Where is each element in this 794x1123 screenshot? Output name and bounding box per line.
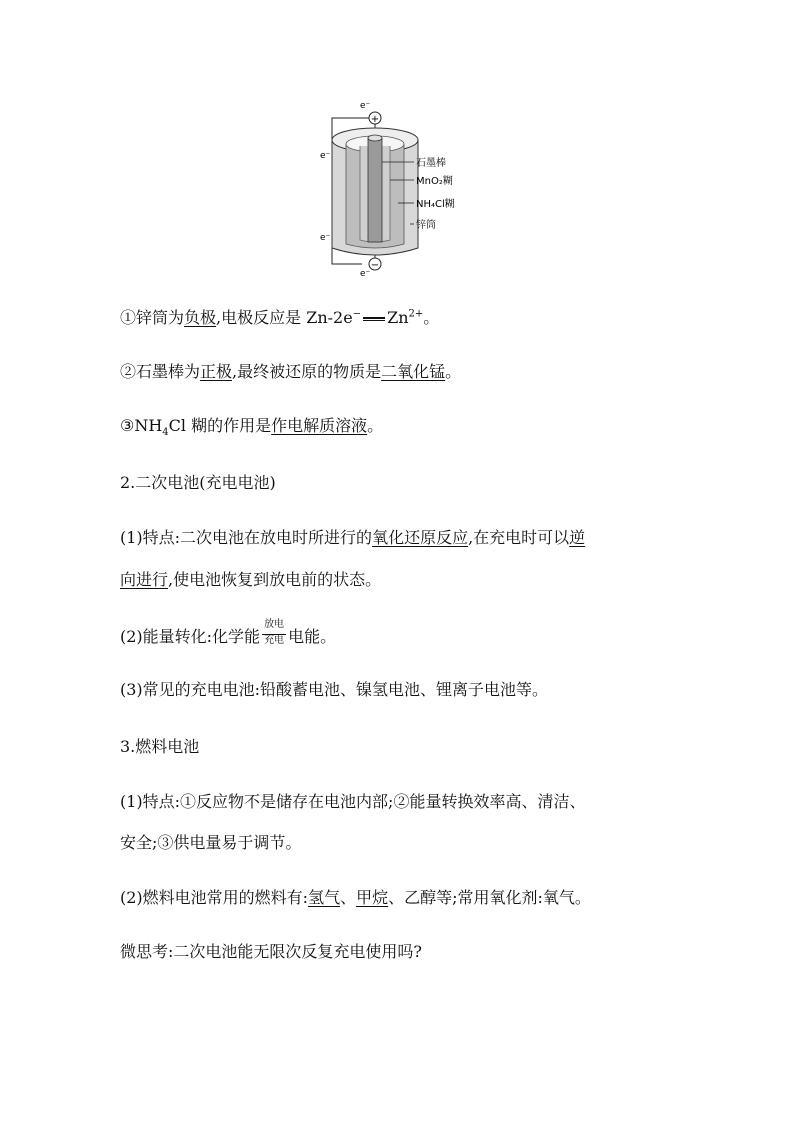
text-segment: (2)能量转化:化学能: [120, 627, 261, 646]
text-segment: ,最终被还原的物质是: [232, 362, 382, 381]
text-segment: 、: [340, 888, 357, 907]
negative-sign: −: [370, 260, 380, 271]
text-segment: 、乙醇等;常用氧化剂:氧气。: [388, 888, 591, 907]
text-segment: (1)特点:二次电池在放电时所进行的: [120, 528, 373, 547]
superscript: −: [352, 308, 362, 320]
label-graphite-rod: 石墨棒: [416, 158, 446, 169]
thinking-question: 微思考:二次电池能无限次反复充电使用吗?: [120, 942, 422, 961]
answer-electrolyte: 作电解质溶液: [271, 416, 368, 435]
reversible-arrow: [260, 618, 288, 648]
answer-reverse-part2: 向进行: [120, 570, 169, 589]
answer-reverse-part1: 逆: [569, 528, 586, 547]
text-segment: Cl 糊的作用是: [168, 416, 272, 435]
text-segment: 。: [445, 362, 462, 381]
text-segment: ,电极反应是 Zn-2e: [216, 308, 353, 327]
label-mno2-paste: MnO₂糊: [416, 176, 453, 187]
text-segment: 。: [423, 308, 440, 327]
text-segment: ,使电池恢复到放电前的状态。: [168, 570, 382, 589]
positive-sign: +: [370, 114, 380, 125]
answer-negative-electrode: 负极: [184, 308, 217, 327]
text-segment: ,在充电时可以: [468, 528, 570, 547]
fuel-cell-fuels-line: [120, 888, 591, 908]
fuel-cell-feature-2: 安全;③供电量易于调节。: [120, 833, 302, 852]
answer-mno2: 二氧化锰: [381, 362, 446, 381]
nh4cl-line: [120, 416, 384, 439]
text-segment: (2)燃料电池常用的燃料有:: [120, 888, 309, 907]
electron-label-left-2: e⁻: [320, 233, 331, 243]
electron-label-bottom: e⁻: [360, 269, 371, 279]
subscript: 4: [162, 427, 169, 439]
text-segment: ①锌筒为: [120, 308, 185, 327]
discharge-label: 放电: [264, 618, 285, 630]
dry-cell-figure: [310, 100, 490, 280]
energy-conversion-line: [120, 618, 337, 648]
charge-label: 充电: [264, 634, 285, 646]
zinc-can-line: [120, 308, 439, 328]
answer-redox: 氧化还原反应: [372, 528, 469, 547]
superscript: 2+: [408, 308, 424, 320]
label-nh4cl-paste: NH₄Cl糊: [416, 199, 455, 210]
common-batteries-line: (3)常见的充电电池:铅酸蓄电池、镍氢电池、锂离子电池等。: [120, 680, 549, 699]
equals-bar: [363, 317, 385, 321]
text-segment: 电能。: [288, 627, 337, 646]
text-segment: 。: [367, 416, 384, 435]
dry-cell-diagram: [310, 100, 490, 280]
text-segment: ③NH: [120, 416, 163, 435]
section-heading-secondary-battery: 2.二次电池(充电电池): [120, 473, 276, 492]
label-zinc-can: 锌筒: [416, 220, 436, 231]
fuel-cell-feature-1: (1)特点:①反应物不是储存在电池内部;②能量转换效率高、清洁、: [120, 792, 586, 811]
answer-positive-electrode: 正极: [200, 362, 233, 381]
text-segment: Zn: [387, 308, 409, 327]
graphite-rod-line: [120, 362, 461, 382]
electron-label-top: e⁻: [360, 101, 371, 111]
answer-hydrogen: 氢气: [308, 888, 341, 907]
text-segment: ②石墨棒为: [120, 362, 201, 381]
feature-line-2: [120, 570, 381, 590]
feature-line-1: [120, 528, 585, 548]
answer-methane: 甲烷: [356, 888, 389, 907]
electron-label-left-1: e⁻: [320, 151, 331, 161]
section-heading-fuel-cell: 3.燃料电池: [120, 737, 200, 756]
